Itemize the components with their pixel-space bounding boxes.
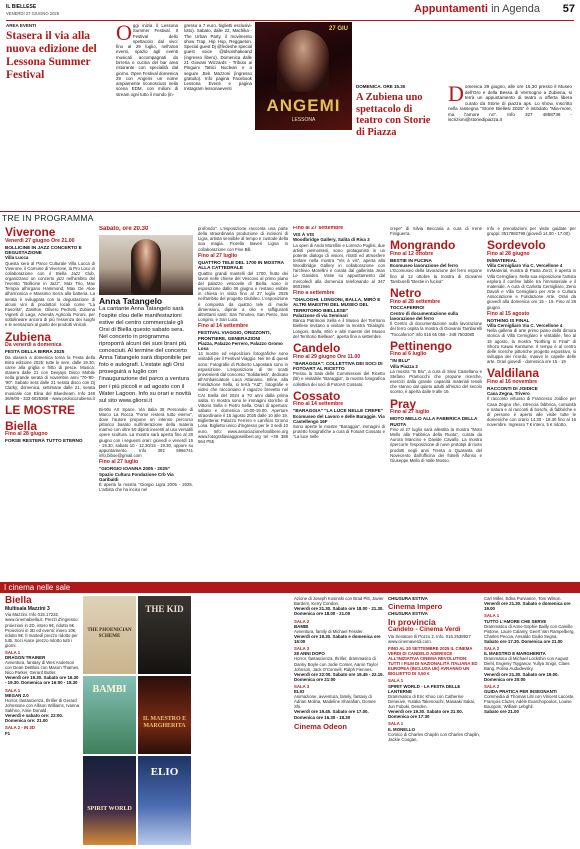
programma-label: TRE IN PROGRAMMA xyxy=(2,213,94,223)
story2-body-text: omenica 29 giugno, alle ore 15,30 presso il Museo dell'Oro e della Bessa di Vermogno a Zubiena, si terrà un appuntamento di teatro a offerta libera curato da Storie di piazza aps. Lo show, inscritto nella rassegna "Storie Biellesi 2025" è intitolato "Mia-more, ma l'amore no". Info 327 4858736 - iscrizioni@storiedipiazza.it xyxy=(448,84,572,122)
event-body: Da stasera a domenica torna la Festa della Birra edizione 2025: tutte le sere, dalle 19.30, carne alla griglia e fritto di pesce. Musica: stasera dalle 21 con Deejays Disco Mobile nella grande serata di novembre anni "70-'80-'90". Sabato sera dalle 21 serata disco con Dj Clarky; domenica, settimane dalle 21, serata musicale con Elina del Bluedream. Info 348 36/9/09 - 333 6025368 - www.prolocozubiena.it xyxy=(5,354,95,401)
event-date: Fino al 6 luglio xyxy=(390,351,427,358)
hall-label: SALA 3 xyxy=(294,684,310,689)
event-date: Fino al 29 giugno Ore 11.00 xyxy=(293,353,361,360)
event-body: La mostra "In Blu", a cura di Sissi Castellano e Stefano Pramocchi che propone ricerche, esercizi dalla grande capacità materiali tessili che stanno dal quieto adulti all'inizio del secolo scorso, è aperta dalle 9 alle 19. xyxy=(390,368,482,395)
poster-place: LESSONA xyxy=(291,117,316,123)
film-title: IL MONELLO xyxy=(388,726,415,732)
event-date: Fino al 28 settembre xyxy=(390,298,441,305)
hall-label: SALA 1 xyxy=(484,613,500,619)
hall-label: SALA 2 - IN 3D xyxy=(5,725,35,731)
events-column-3 xyxy=(198,226,288,576)
event-date: Fino al 27 luglio xyxy=(390,409,430,416)
event-title: "DIALOGHI. LONGONI, BALLA, MIRÒ E ALTRI MAESTRI DEL MUSEO DEL TERRITORIO BIELLESE" xyxy=(293,296,381,313)
film-times: Venerdì ore 19.45. Sabato ore 17.00. Domenica ore 16.30 - 18.30 xyxy=(294,709,369,720)
cinema-column-5 xyxy=(484,596,576,846)
event-date: Fino al 15 agosto xyxy=(487,310,530,317)
event-date: Fino a settembre xyxy=(293,289,335,296)
event-place: Casa Zegna, Trivero xyxy=(487,391,530,397)
event-body: 14 mostre ed esposizioni fotografiche sono visitabili per il Festival Viaggio. Nei tre di questi sono: Fotografie di Roberto Lapostata sono in esposizione. L'esposizione di tre scatti provenienti dal concorso "Solidarietà", dedicato all'Ambasciatore Luca Attanasio. Infine, alla Fondazione Sella, si terrà "AIZ", fotografie e video che raccontano il ragazzo brevetto nel CAI Biella del 2024 a 70 anni dalla prima salita. In mostra sono le immagini storiche di Vittorio Sella e Pietro Sella. Orari di apertura: sabato e domenica 10.00-19.00. Aperture straordinarie il 15 agosto 2025 dalle 10 alle 19. Biglietteria: Palazzo Ferrero e Lanificio Gromo Losa. Biglietto unico d'ingresso per le 3 sedi 10 euro. Info: www.associazionefotolibere.org www.fotografiaviaggioseliberi.org tel +39 388 564 P55 xyxy=(198,351,288,444)
event-title: BESTIE IN FUCINA xyxy=(390,257,432,263)
event-title: VIS À VIS xyxy=(293,231,315,237)
event-body: È aperta la mostra "Giorgio Ligra 2005 - 2025. L'artista che ha inciso nel xyxy=(99,481,193,493)
town-viverone: Viverone xyxy=(5,226,56,239)
story-zubiena-theatre xyxy=(352,22,574,202)
photo-figure xyxy=(131,239,161,295)
event-title: RACCONTI DI JOIDICE xyxy=(487,385,538,391)
town-cossato: Cossato xyxy=(293,388,341,403)
cinema-label: I cinema nelle sale xyxy=(4,583,71,592)
events-column-1 xyxy=(5,226,95,576)
story-lessona xyxy=(6,23,254,198)
event-body: Il racconto virtuoso di Francesco Joidice per Casa Zegna che, intreccia fabbrica, comunità e natura e al racconti di boschi, di fabbriche e di persone è aperto alle visite tutte le domeniche con orario 14.30 - 18.30 fino al 16 novembre. Ingresso 7 € intero, 5 € ridotto. xyxy=(487,396,576,428)
poster-title: THE KID xyxy=(145,604,184,614)
film-info: Horror, fantascienza, thriller di Gerard Johnstone con Allison Williams, Ivanna Sakhno, Amie Donald. xyxy=(5,697,80,714)
event-body: crepe" di Silvia Beccaria a cura di Irene Finiguerra. xyxy=(390,226,482,237)
cinema-column-4 xyxy=(388,596,480,846)
event-title: MOTO MELLO ALLA FABBRICA DELLA RUOTA xyxy=(390,416,478,427)
event-body: Fino al 27 luglio sarà allestita la mostra "Moto Mello alla Fabbrica della Ruota", curata da Aurora Mancino e Davide Cavallo. La mostra ripercorre l'esposizione di nove prototipi di moto prodotti negli anni Trenta a Quaranta del Novecento dall'officina dei fratelli Alfonso e Giuseppe Mello di Valle Mosso. xyxy=(390,427,482,463)
cinema-info: Via Mazzini. Info 015.17232. www.cinemabiella.it. Prezzi d'ingresso: proiezioni in 2D, intero 8€, ridotto 6€. Proiezioni in 3D ed eventi: intero 10€, ridotto 8€. Il martedì prezzo ridotto per tutti. Soci Aiace prezzo ridotto tutti i giorni. xyxy=(5,612,79,648)
event-body: Info e prenotazioni per visite guidate per gruppi: 3517882799 (giovedì 14.00 - 17.00). xyxy=(487,226,576,237)
poster-date: 27 GIU xyxy=(328,26,348,32)
event-title: FORSE RESTERÀ TUTTO ETERNO xyxy=(5,438,83,444)
story-body-text: ggi inizia il Lessona Summer Festival. Il Festival dello spettacolo dal vivo: fino al 29 luglio, nell'area eventi, spazio agli eventi musicali accompagnati da birreria e cucina del bar area ristorante con specialità dal giorno. Open Festival domenica 28 con Angemi un nome ampiamente riconosciuto nella scena EDM, con milioni di stream ogni tutto il mondo (in- xyxy=(116,23,178,97)
story-kicker: AREA EVENTI xyxy=(6,23,37,28)
film-info: Carl Miller, Edna Purviance, Tom Wilson. xyxy=(484,596,562,601)
film-poster-elio xyxy=(138,756,191,845)
event-place: Villa Cernigliaro Via C. Vercellone 4 xyxy=(487,263,563,269)
angemi-poster xyxy=(255,22,352,130)
film-title: GUIDA PRATICA PER INSEGNANTI xyxy=(484,688,557,694)
event-place: Villa Cernigliaro Via C. Vercellone 4 xyxy=(487,323,563,329)
hall-label: SALA 1 xyxy=(5,649,21,655)
event-place: Centro di documentazione sulla lavorazione del ferro xyxy=(390,310,459,322)
film-title: BAMBI xyxy=(294,623,309,629)
film-info: Drammatico di Eric Khoo con Catherine Deneuve, Yutaka Takenouchi, Masaaki Sakai, Jun Fubuki, Denden. xyxy=(388,693,476,710)
town-netro: Netro xyxy=(390,285,422,300)
events-column-5 xyxy=(390,226,482,576)
newspaper-name: IL BIELLESE xyxy=(6,4,37,10)
film-title: MEGAN 2.0 xyxy=(5,692,29,698)
event-place: Villa Piazza 2 xyxy=(390,363,418,369)
event-title: QUATTRO TELE DEL 1700 IN MOSTRA ALLA CATTEDRALE xyxy=(198,259,284,271)
event-title: BOLLICINE IN JAZZ CONCERTO E DEGUSTAZIONE xyxy=(5,244,82,255)
closure-note: CHIUSURA ESTIVA xyxy=(388,596,428,601)
film-poster-maestro xyxy=(138,676,191,754)
hall-label: SALA 1 xyxy=(388,721,404,727)
hall-label: SALA 2 xyxy=(484,646,500,652)
events-column-4 xyxy=(293,226,385,576)
cinema-name: Multisala Mazzini 3 xyxy=(5,605,50,612)
town-zubiena: Zubiena xyxy=(5,329,52,344)
event-date: Venerdì 27 giugno Ore 21.00 xyxy=(5,237,75,244)
event-date: Fino al 14 settembre xyxy=(293,401,344,408)
story2-kicker: DOMENICA. ORE 15.30 xyxy=(356,84,406,89)
film-info: Commedia di Thomas Lilti con Vincent Lacoste, François Cluzet, Adèle Exarchopoulos, Louise Bourgoin, William Lebghil. xyxy=(484,694,575,710)
programma-rule xyxy=(0,211,580,212)
promo-note: FINO AL 20 SETTEMBRE 2025 IL CINEMA VERDI DI CANDELO ADERISCE ALL'INIZIATIVA CINEMA REVOLUTION: TUTTI I FILM DI NAZIONALITÀ ITALIANA ED EUROPEA (INCLUSA UK) AVRANNO UN BIGLIETTO DI 3,50 € xyxy=(388,646,478,677)
cinema-column-3 xyxy=(294,596,384,846)
poster-artist-name: ANGEMI xyxy=(266,96,341,115)
event-body: Questa sera al Parco Culturale Villa Lucca di Viverone, il Comune di Viverone, la Pro Loco in collaborazione con il Biella Jazz Club, organizzano un concerto jazz nell'ambito del l'evento "Bollicine in Jazz". Max Trio, Max Tempia all'organo Hammond, Max De Aloe all'armonica e Massimo Serra alla batteria. La serata è sviluppata con la degustazione di alcuni vini di produttori locali come "La Favorita", Zanitton, Olivero Pedrotti, Zubiena Vigneti di Lago, Azienda Agricola Poroni, per sottolineare ancora di più l'essenza dei luoghi e le sensazioni al gusto dei prodotti vinicoli. xyxy=(5,260,95,328)
film-times: Venerdì ore 19.30. Sabato e domenica ore 16:00 xyxy=(294,633,381,644)
cinema-name-impero: Cinema Impero xyxy=(388,602,443,612)
cinema-name-odeon: Cinema Odeon xyxy=(294,721,347,731)
event-date: Fino al 27 luglio xyxy=(198,252,238,259)
event-place: Woodbridge Gallery, Salita di Riva 3 xyxy=(293,237,370,243)
event-body: Quattro grandi mantelli del 1700, frutto dei lavori nelle chiese del Vescovo al primo piano del palazzo vescovile di Biella, sono in esposizione dallo 06 giugno e restano esibite in chiesa in visita fino al 27 luglio 2025 nell'ambito del progetto Giubileo. L'esposizione è composta da quattro tele di medie dimensioni, dipinte a olio e raffiguranti altrettanti santi: San Timoteo, San Pietro, San Longino, e San Luca. xyxy=(198,270,288,322)
poster-title: BAMBI xyxy=(92,684,127,695)
event-body: Bi-90x Art Space. Via Italia 38 Personale di Marco La Rocca "Forse resterà tutto eterno", dove l'autore propone un intenso percorso pittorico basato sull'interazione della materia marmo con oltre 50 dipinti inerenti al uso versatili opere scultura. La mostra sarà aperta fino al 28 giugno con i seguenti orari: giovedì e venerdì 15 - 19.30, sabato 10 - 12.30/15 - 19.30, oppure su appuntamento. Info 392 5966741 info.biboe@gmail.com xyxy=(99,406,193,459)
town-sordevolo: Sordevolo xyxy=(487,238,546,253)
event-date: Fino al 27 settembre xyxy=(293,226,344,231)
section-suffix: in Agenda xyxy=(491,3,540,15)
section-mostre: LE MOSTRE xyxy=(5,402,76,417)
event-date: Fino al 27 luglio xyxy=(99,459,139,466)
film-title: IL MAESTRO E MARGHERITA xyxy=(484,651,546,657)
event-title: IN/MATERIAL xyxy=(487,257,517,263)
event-place: Ecomuseo lavorazione del ferro xyxy=(390,263,459,269)
poster-title: ELIO xyxy=(150,766,179,778)
event-title: "GIORGIO IOANNA 2005 - 2025" xyxy=(99,466,170,472)
film-title: DRAGON TRAINER xyxy=(5,654,46,660)
event-title: "BARAGGIA": COLLETTIVA DEI SOCI DI FOTOART AL RICETTO xyxy=(293,360,383,371)
film-times: Venerdì ore 21.30. Sabato ore 19.00. Domenica ore 20:00 xyxy=(484,671,559,682)
event-body: L'Ecomuseo della lavorazione del ferro espone fino al 12 ottobre la mostra di Giovanni Tamburelli "Bestie in fucina" xyxy=(390,268,482,284)
film-title: SPIRIT WORLD - LA FESTA DELLE LANTERNE xyxy=(388,683,461,694)
event-date: Fino al 12 ottobre xyxy=(390,250,434,257)
event-body: In/Material, mostra di Paola Zorzi, è aperta in Villa Cernigliaro. Nella sua esposizione l'artista esplora il confine labile tra l'immateriale e il materiale. A cura di Carlotta Cernigliaro, Zeno Davoli e Villa Cernigliaro per Arte e Cultura Associazione e Fondazione Arte. Orari da giovedì alla domenica ore 15 - 19. Fino al 28 giugno xyxy=(487,268,576,310)
film-info: Azione di Joseph Kosinski con Brad Pitt, Javier Bardem, Kerry Condon. xyxy=(294,596,384,607)
event-body: Il Centro di documentazione sulla lavorazione del ferro ospita la mostra di Giovanni Tamburelli "Toccaferro!" Info 015 65 056 - 348 7503080 xyxy=(390,321,482,337)
film-times: Sabato ore 21.00 xyxy=(484,709,519,715)
section-title xyxy=(380,3,540,19)
event-place: Palazzone di via Seminari xyxy=(293,313,348,319)
page-number: 57 xyxy=(562,3,575,15)
film-info: Animazione, avventura, family, fantasy di Adrian Molina, Madeline Sharafian, Domee Shi. xyxy=(294,694,376,710)
cinema-column-1 xyxy=(5,596,80,846)
event-date: Fino al 16 novembre xyxy=(487,378,538,385)
hall-label: SALA 3 xyxy=(294,646,310,652)
town-valdilana: Valdilana xyxy=(487,366,540,381)
event-body: Nella galleria di arte primo piano della dimora storica di Villa Cernigliaro è visitabile, fino al 15 agosto, la mostra "Nothing is Final" di Shozo Kawai Kunitume. Il tempo è al centro delle ricerche pittoriche progetto espositivo, si sviluppa dei ricordo, mauve le capelle delle arte. Orari giovedì - domenica ore 15 - 19 xyxy=(487,328,576,365)
event-place: Piazza, Palazzo Ferrero, Palazzo Gromo Losa xyxy=(198,340,283,352)
film-info: Drammatico di Anne-Sophie Bailly con Camille Pistone, Laure Calamy, Geert Van Rampelberg, Charles Peccia, Ansaldo Giulio Segna. xyxy=(484,623,575,639)
hall-label: SALA 1 xyxy=(388,678,404,684)
hall-label: SALA 2 xyxy=(484,683,500,689)
film-times: Venerdì e sabato ore: 22:00. Domenica ore: 21.00 xyxy=(5,713,64,724)
event-title: NOTHING IS FINAL xyxy=(487,317,530,323)
section-provincia: In provincia xyxy=(388,617,436,628)
film-info: Drammatico di Michael Lockshin con August Diehl, Evgeniy Tsyganov, Yuliya Snigir, Claes Bang, Polina Aududevsky. xyxy=(484,656,570,672)
film-times: Venerdì ore 21.30. Sabato ore 18.00 - 21.30. Domenica ore 18.00 - 21.00 xyxy=(294,606,384,617)
poster-title: THE PHOENICIAN SCHEME xyxy=(87,628,132,640)
event-title: FESTIVAL VIAGGIO, ORIZZONTI, FRONTIERE, GENERAZIONI xyxy=(198,330,271,341)
event-place: Villa Lucca xyxy=(5,255,29,261)
tatangelo-photo xyxy=(99,235,193,295)
event-date: Fino al 28 giugno xyxy=(5,431,48,438)
poster-figure xyxy=(277,30,329,92)
poster-title: SPIRIT WORLD xyxy=(87,806,132,812)
event-place: Ecomuseo del Lavoro e delle Baraggie. Via Castellengo 16F xyxy=(293,413,385,424)
issue-date: VENERDÌ 27 GIUGNO 2025 xyxy=(6,11,60,16)
film-poster-spirit-world xyxy=(83,756,136,845)
event-place: Spazio Cultura Fondazione Crb Via Garibaldi xyxy=(99,471,174,482)
events-column-2 xyxy=(99,226,193,576)
event-title: "BARAGGIA" "LA LUCE NELLE CREPE" xyxy=(293,408,383,414)
story2-body xyxy=(448,81,572,123)
drop-cap-2: D xyxy=(448,81,464,106)
event-body: La open di Ando Morellini e Lorenzo Puglisi, due artisti piemontesi, sono protagonisti in un potente dialogo di visioni, ritratti ed atmosfere tentare nella mostra "Vis à vis", aperta alla Woodbridge Gallery in collaborazione con l'archivio Morellini e curata dal gallerista Jean Le Gaviden. Visite su appuntamento dal mercoledì alla domenica telefonando al 347 8601966 xyxy=(293,242,385,289)
poster-title: IL MAESTRO E MARGHERITA xyxy=(142,716,187,730)
event-date: Da venerdì a domenica xyxy=(5,342,62,349)
event-date: Fino al 14 settembre xyxy=(198,323,249,330)
film-title: TUTTO L'AMORE CHE SERVE xyxy=(484,618,547,624)
event-title: TOCCAFERRO! xyxy=(390,305,425,311)
cinema-info: Via Senatore Ili Pozzo 2. Info. 015.2538927 www.cinemaverdi.com. xyxy=(388,633,471,645)
event-body: profondo". L'esposizione racconta una parte della straordinaria produzione di incisioni di Ligra, artista sensibile al tempo e custode della sua magia. Fiorella Baveri Ligna in collaborazione con Fine Bill. xyxy=(198,226,288,252)
artist-name: Anna Tatangelo xyxy=(99,295,163,306)
event-date: Sabato, ore 20.30 xyxy=(99,226,149,232)
town-pettinengo: Pettinengo xyxy=(390,338,452,353)
film-info: Avventura, fantasy di Wes Anderson con Dean DeBlois con Mason Thames, Nico Parker, Gerard Butler. xyxy=(5,660,80,676)
hall-label: SALA 2 xyxy=(294,618,310,624)
hall-label: SALA 1 xyxy=(5,687,21,693)
story2-headline: A Zubiena uno spettacolo di teatro con Storie di Piazza xyxy=(356,92,431,138)
header-rule xyxy=(6,20,574,21)
event-body: Banca Patrimoni Sella e il Museo del Territorio Biellese invitano a visitare la mostra "Dialoghi. Longoni, Balla, Mirò e altri maestri del Museo del Territorio Biellese", aperta fino a settembre. xyxy=(293,318,385,339)
film-title: F1 xyxy=(5,730,11,736)
town-pray: Pray xyxy=(390,396,417,411)
event-title: "IN BLU" xyxy=(390,358,411,364)
film-times: Venerdì ore 21.30. Sabato e domenica ore 19.00 xyxy=(484,601,571,612)
film-times: Venerdì ore 19.30. Sabato ore 16.30 - 19.30. Domenica ore 16:00 - 18.30 xyxy=(5,675,79,686)
event-body: Sono aperte le mostre "Baraggia", immagini di protetto fotografiche a cura di Fotoart Cossato e "La luce nelle xyxy=(293,424,385,440)
film-info: Avventura, family di Michael Fessler. xyxy=(294,628,364,634)
film-times: Venerdì ore 22:00. Sabato ore 19.45 - 22.15. Domenica ore 21:00 xyxy=(294,671,384,682)
town-biella: Biella xyxy=(5,418,38,433)
event-title: FESTA DELLA BIRRA 2025 xyxy=(5,349,65,355)
film-poster-kid xyxy=(138,596,191,674)
event-date: Fino al 28 giugno xyxy=(487,250,530,257)
cinema-name-candelo: Candelo - Cinema Verdi xyxy=(388,626,461,634)
artist-quote: La cantante Anna Tatangelo sarà l'ospite clou delle manifestazioni estive del centro commerciale gli Orsi di Biella questo sabato sera. Nel concerto in programma riproporrà alcuni dei suoi brani più conosciuti. Al termine del concerto Anna Tatangelo sarà disponibile per foto e autografi. L'estate agli Orsi proseguirà a luglio con l'inaugurazione del parco a ventura per i più piccoli e ad agosto con il Water Lagoon. Info su orari e novità sul sito www.gliorsi.it xyxy=(99,305,192,404)
film-title: ELIO xyxy=(294,689,305,695)
events-column-6 xyxy=(487,226,576,576)
film-poster-phoenician xyxy=(83,596,136,674)
drop-cap: O xyxy=(116,23,132,45)
town-mongrando: Mongrando xyxy=(390,238,456,253)
film-info: Comico di Charles Chaplin con Charles Chaplin, Jackie Coogan, xyxy=(388,731,480,742)
film-times: Sabato ore 17.30. Domenica ore 21.00 xyxy=(484,638,563,644)
film-times: Venerdì ore 19.30. Sabato ore 21:00. Domenica ore 17:30 xyxy=(388,709,463,720)
section-label: Appuntamenti xyxy=(414,3,488,15)
closure-note: CHIUSURA ESTIVA xyxy=(388,611,428,617)
film-title: 28 ANNI DOPO xyxy=(294,651,325,657)
story-headline: Stasera il via alla nuova edizione del Lessona Summer Festival xyxy=(6,30,97,81)
film-info: Horror, fantascienza, thriller, drammatico di Danny Boyle con Jodie Comer, Aaron Taylor Johnson, Jack O'Connell, Ralph Fiennes. xyxy=(294,656,378,672)
story-body xyxy=(116,23,178,97)
film-poster-bambi xyxy=(83,676,136,754)
story-body-2: gresso a 7 euro, biglietti esclusivi-lotto). Sabato, dalle 22, Machika - The Urban Party, il movimento show Trap, Hip Hop, Reggaeton. Special guest Dj @fedeshe special guest voice @tdsoishakeand (ingresso libero). Domenica dalle 21 Giovani Wizzards - Tributo ai Pinguini Tattici Nucleari e a seguire Jtek Mazzoni (ingresso gratuito). Info pagina Facebook Lessona Eventi e pagina Instagram lessonaeventi xyxy=(184,23,252,92)
event-body: Presso la Sala delle Commissioni del Ricetto (Bi) e visitabile "Baraggia", la mostra fotografica collettiva dei soci di FotoArt Cossato. xyxy=(293,371,385,387)
town-candelo: Candelo xyxy=(293,340,341,355)
cinema-city-biella: Biella xyxy=(5,596,32,606)
